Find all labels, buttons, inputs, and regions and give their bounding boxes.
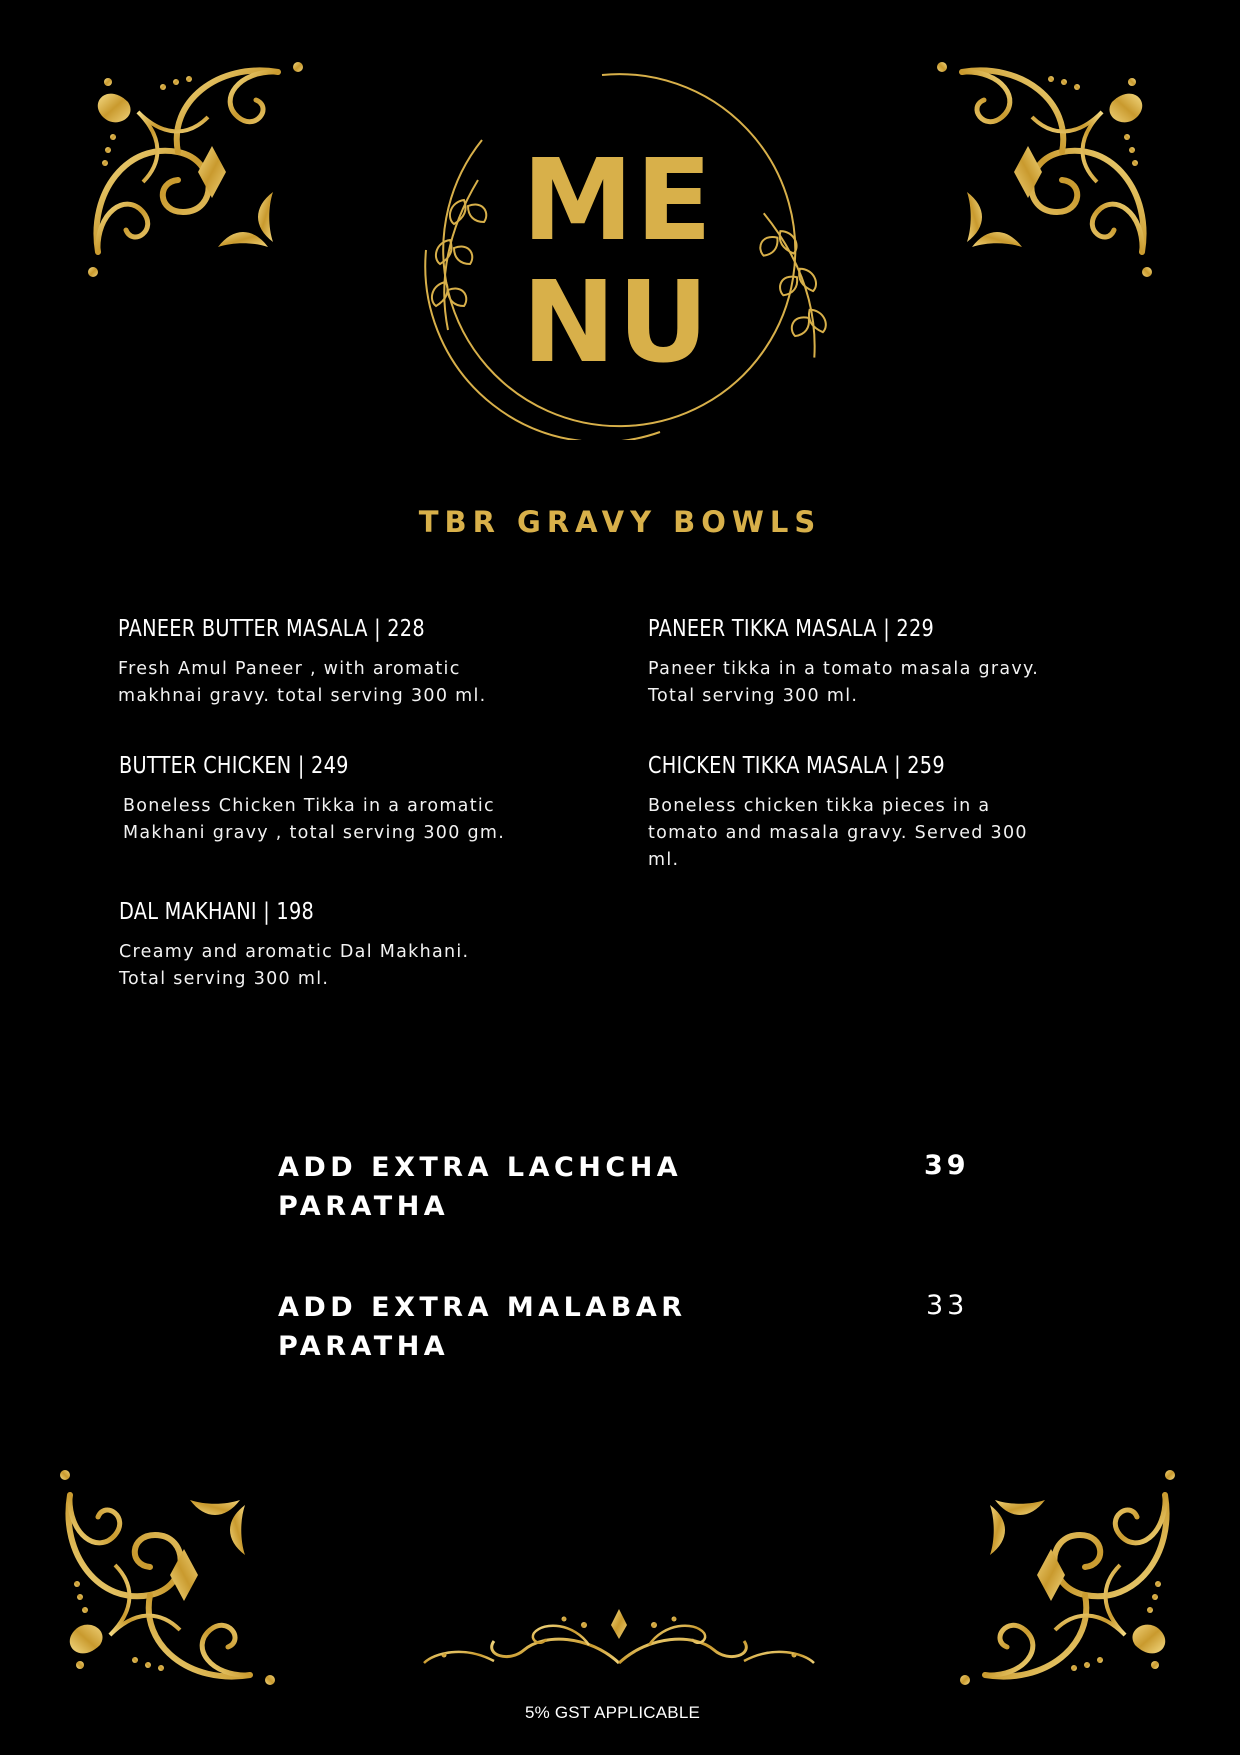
item-description [648, 656, 1039, 710]
desc-line: ml. [648, 850, 680, 870]
laurel-branch-icon [428, 170, 492, 340]
desc-line: Total serving 300 ml. [648, 686, 859, 706]
desc-line: Boneless Chicken Tikka in a aromatic [123, 796, 495, 816]
desc-line: Total serving 300 ml. [119, 969, 330, 989]
item-name: PANEER BUTTER MASALA | 228 [118, 616, 425, 642]
desc-line: Boneless chicken tikka pieces in a [648, 796, 991, 816]
divider-flourish-icon [384, 1605, 854, 1680]
menu-item [119, 753, 505, 847]
gst-note: 5% GST APPLICABLE [524, 1703, 701, 1722]
item-name: PANEER TIKKA MASALA | 229 [648, 616, 935, 642]
item-description [119, 793, 505, 847]
corner-flourish-icon [40, 1455, 290, 1705]
desc-line: Creamy and aromatic Dal Makhani. [119, 942, 470, 962]
menu-item [119, 899, 469, 993]
corner-flourish-icon [922, 42, 1172, 292]
menu-item [118, 616, 486, 710]
extra-item-name [278, 1288, 698, 1366]
menu-item [648, 753, 1028, 874]
item-name: BUTTER CHICKEN | 249 [119, 753, 349, 779]
desc-line: Makhani gravy , total serving 300 gm. [123, 823, 506, 843]
desc-line: Fresh Amul Paneer , with aromatic [118, 659, 461, 679]
extra-name-line: PARATHA [278, 1331, 450, 1362]
corner-flourish-icon [945, 1455, 1195, 1705]
desc-line: makhnai gravy. total serving 300 ml. [118, 686, 487, 706]
extra-name-line: ADD EXTRA LACHCHA [278, 1152, 683, 1183]
extra-item-price: 33 [926, 1290, 969, 1321]
menu-logo [410, 60, 830, 440]
desc-line: tomato and masala gravy. Served 300 [648, 823, 1028, 843]
extra-name-line: ADD EXTRA MALABAR [278, 1292, 687, 1323]
extra-item-name [278, 1148, 698, 1226]
extra-name-line: PARATHA [278, 1191, 450, 1222]
page-title [522, 136, 722, 388]
extra-item-price: 39 [924, 1150, 970, 1181]
item-name: CHICKEN TIKKA MASALA | 259 [648, 753, 945, 779]
item-description [118, 656, 486, 710]
title-line-2: NU [522, 258, 711, 388]
section-title: TBR GRAVY BOWLS [418, 505, 822, 539]
item-description [119, 939, 469, 993]
menu-item [648, 616, 1039, 710]
desc-line: Paneer tikka in a tomato masala gravy. [648, 659, 1040, 679]
item-name: DAL MAKHANI | 198 [119, 899, 315, 925]
title-line-1: ME [522, 136, 714, 266]
corner-flourish-icon [68, 42, 318, 292]
item-description [648, 793, 1028, 874]
